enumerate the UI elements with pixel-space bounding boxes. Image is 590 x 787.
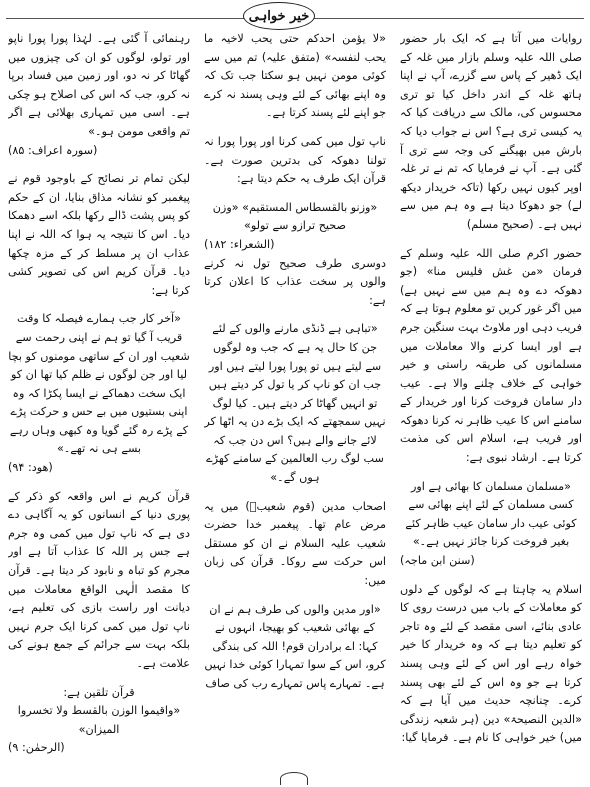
- paragraph: دوسری طرف صحیح تول نہ کرنے والوں پر سخت عذاب کا اعلان کرتا ہے:: [204, 256, 386, 307]
- paragraph: اسلام یہ چاہتا ہے کہ لوگوں کے دلوں کو معاملات کے باب میں درست روی کا عادی بنائے، اسی مقصد کے لئے وہ تاجر کو تعلیم دیتا ہے کہ وہ خریدار کا خیر خواہ رہے اور اس کے لئے وہی پسند کرتا ہے جو وہ اس کے لئے بھی پسند کرے۔ چنانچہ حدیث میں آیا ہے کہ «الدین النصیحۃ» دین (ہر شعبہ زندگی میں) خیر خواہی کا نام ہے۔ فرمایا گیا:: [400, 582, 582, 745]
- header-title: خیر خواہی: [243, 2, 315, 30]
- reference: (الشعراء: ۱۸۲): [204, 237, 275, 251]
- quote: «وزنو بالقسطاس المستقیم» «وزن صحیح ترازو سے تولو»: [212, 200, 378, 233]
- text-columns: [8, 30, 582, 769]
- paragraph: روایات میں آتا ہے کہ ایک بار حضور صلی اللہ علیہ وسلم بازار میں غلہ کے ایک ڈھیر کے پاس سے گزرے، آپ نے اپنا ہاتھ غلہ کے اندر داخل کیا تو تری محسوس کی، مالک سے دریافت کیا کہ یہ کیسی تری ہے؟ اس نے جواب دیا کہ بارش میں بھیگنے کی وجہ سے تری آ گئی ہے۔ آپ نے فرمایا کہ تم نے تر غلہ اوپر کیوں نہیں رکھا (تاکہ خریدار دیکھ لے) جو دھوکا دیتا ہے وہ ہم میں سے نہیں ہے۔ (صحیح مسلم): [400, 32, 582, 231]
- column-right: [400, 30, 582, 769]
- paragraph: قرآن تلقین ہے:: [63, 685, 135, 699]
- reference: (ھود: ۹۴): [8, 461, 53, 475]
- reference: (سورہ اعراف: ۸۵): [8, 143, 98, 157]
- paragraph: اصحاب مدین (قوم شعیبؑ) میں یہ مرض عام تھا۔ پیغمبر خدا حضرت شعیب علیہ السلام نے ان کو مستقل اس حرکت سے روکا۔ قرآن کی زبان میں:: [204, 499, 386, 588]
- paragraph: رہنمائی آ گئی ہے۔ لہٰذا پورا پورا ناپو اور تولو، لوگوں کو ان کی چیزوں میں گھاٹا کر نہ دو، اور زمین میں فساد برپا نہ کرو، جب کہ اس کی اصلاح ہو چکی ہے۔ اسی میں تمہاری بھلائی ہے اگر تم واقعی مومن ہو۔»: [8, 32, 190, 138]
- paragraph: لیکن تمام تر نصائح کے باوجود قوم نے پیغمبر کو نشانہ مذاق بنایا، ان کے حکم کو پس پشت ڈالے رکھا بلکہ اسے دھمکا دیا۔ اس کا نتیجہ یہ ہوا کہ اللہ نے اپنا عذاب ان پر مسلط کر کے مزہ چکھا دیا۔ قرآن کریم اس کی تصویر کشی کرتا ہے:: [8, 172, 190, 297]
- quote: «واقیموا الوزن بالقسط ولا تخسروا المیزان»: [17, 704, 181, 736]
- reference: (سنن ابن ماجہ): [400, 554, 475, 568]
- paragraph: قرآن کریم نے اس واقعہ کو ذکر کے پوری دنیا کے انسانوں کو یہ آگاہی دے دی ہے کہ ناپ تول میں کمی وہ جرم ہے جس پر اللہ کا عذاب آتا ہے اور مجرم کو تباہ و نابود کر دیتا ہے۔ قرآن کا مقصد الٰہی الواقع معاملات میں دیانت اور راست بازی کی تعلیم ہے، ناپ تول میں کمی کرنا ایک جرم نہیں بلکہ بہت سے جرائم کے جمع ہونے کی علامت ہے۔: [8, 489, 190, 670]
- quote: «آخر کار جب ہمارے فیصلہ کا وقت قریب آ گیا تو ہم نے اپنی رحمت سے شعیب اور ان کے ساتھی مومنوں کو بچا لیا اور جن لوگوں نے ظلم کیا تھا ان کو ایک سخت دھماکے نے ایسا پکڑا کہ وہ اپنی بستیوں میں بے حس و حرکت پڑے کے پڑے رہ گئے گویا وہ کبھی وہاں رہے بسے ہی نہ تھے۔»: [8, 312, 190, 456]
- column-middle: [204, 30, 386, 769]
- paragraph: حضور اکرم صلی اللہ علیہ وسلم کے فرمان «من غش فلیس منا» (جو دھوکہ دے وہ ہم میں سے نہیں ہے) میں اگر غور کریں تو معلوم ہوتا ہے کہ فریب دہی اور ملاوٹ بہت سنگین جرم ہے اور ایسا کرنے والا معاملات میں مسلمانوں کی طریقہ راستی و خیر خواہی کے خلاف چلنے والا ہے۔ عیب دار سامان فروخت کرنا اور خریدار کے سامنے اس کا عیب ظاہر نہ کرنا دھوکہ اور فریب ہے، اسلام اس کی مذمت کرتا ہے۔ ارشاد نبوی ہے:: [400, 246, 582, 465]
- page-footer-ornament: [280, 772, 308, 785]
- column-left: [8, 30, 190, 769]
- quote: «تباہی ہے ڈنڈی مارنے والوں کے لئے جن کا حال یہ ہے کہ جب وہ لوگوں سے لیتے ہیں تو پورا پورا لیتے ہیں اور جب ان کو ناپ کر یا تول کر دیتے ہیں تو انہیں گھاٹا کر دیتے ہیں۔ کیا لوگ نہیں سمجھتے کہ ایک بڑے دن یہ اٹھا کر لائے جانے والے ہیں؟ اس دن جب کہ سب لوگ رب العالمین کے سامنے کھڑے ہوں گے۔»: [204, 322, 386, 485]
- paragraph: «لا یؤمن احدکم حتی یحب لاخیہ ما یحب لنفسہ» (متفق علیہ) تم میں سے کوئی مومن نہیں ہو سکتا جب تک کہ وہ اپنے بھائی کے لئے وہی پسند نہ کرے جو اپنے لئے پسند کرتا ہے۔: [204, 32, 386, 120]
- quote: «مسلمان مسلمان کا بھائی ہے اور کسی مسلمان کے لئے اپنے بھائی سے کوئی عیب دار سامان عیب ظاہر کئے بغیر فروخت کرنا جائز نہیں ہے۔»: [405, 479, 577, 549]
- quote: «اور مدین والوں کی طرف ہم نے ان کے بھائی شعیب کو بھیجا، انہوں نے کہا: اے برادران قوم! اللہ کی بندگی کرو، اس کے سوا تمہارا کوئی خدا نہیں ہے۔ تمہارے پاس تمہارے رب کی صاف: [204, 602, 386, 690]
- paragraph: ناپ تول میں کمی کرنا اور پورا پورا نہ تولنا دھوکہ کی بدترین صورت ہے۔ قرآن ایک طرف یہ حکم دیتا ہے:: [204, 134, 386, 186]
- reference: (الرحمٰن: ۹): [8, 741, 65, 755]
